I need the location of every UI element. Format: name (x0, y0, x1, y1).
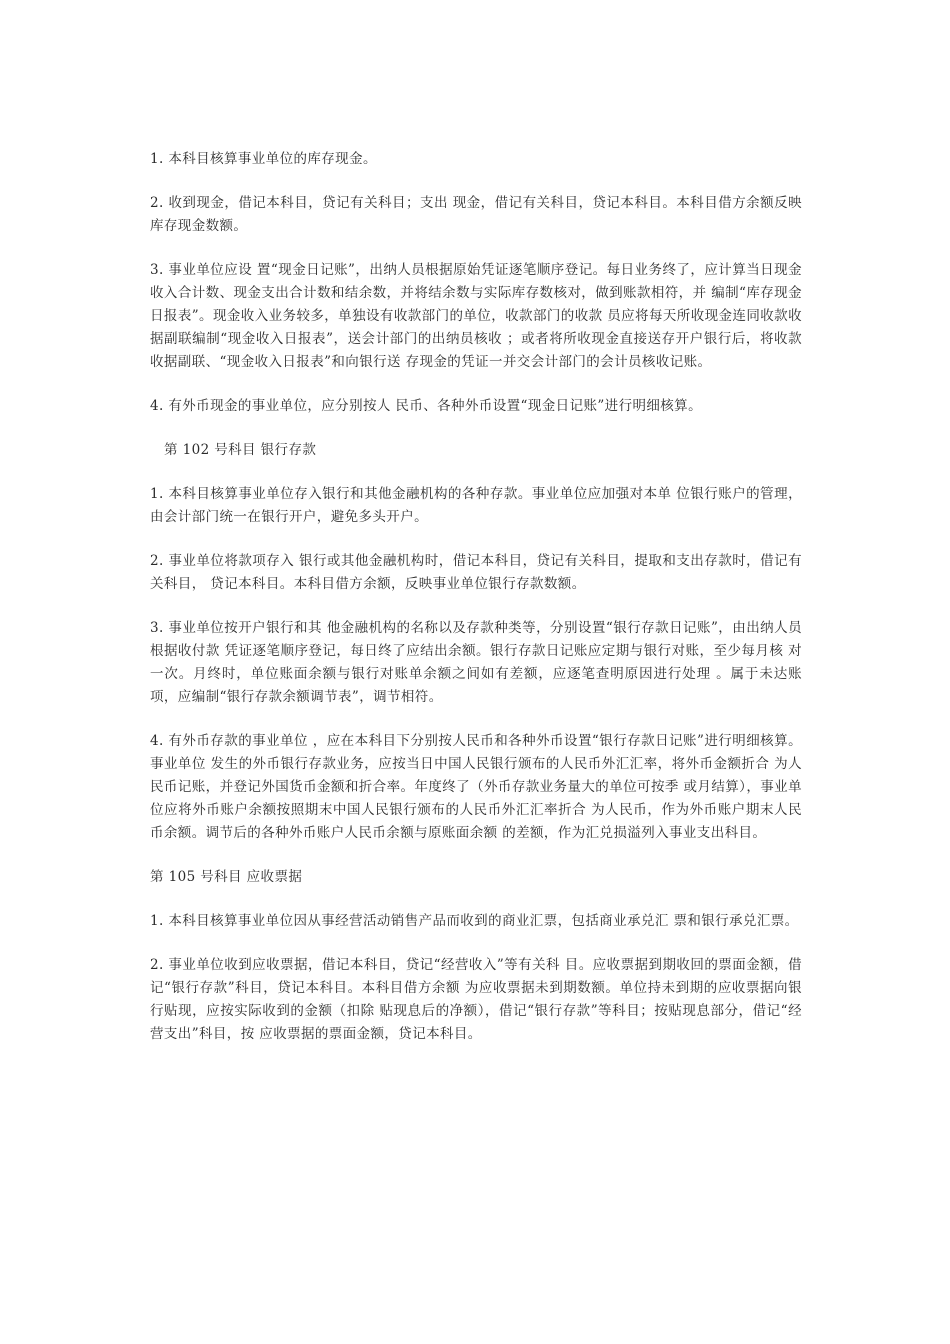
section-heading-102: 第 102 号科目 银行存款 (164, 442, 317, 458)
section-heading-105: 第 105 号科目 应收票据 (150, 869, 303, 885)
paragraph-bank-3: 3. 事业单位按开户银行和其 他金融机构的名称以及存款种类等，分别设置“银行存款日记账”，由出纳人员根据收付款 凭证逐笔顺序登记，每日终了应结出余额。银行存款日记账应定期与银行对账，至少每月核 对一次。月终时，单位账面余额与银行对账单余额之间如有差额，应逐笔查明原因进行处理 。属于未达账项，应编制“银行存款余额调节表”，调节相符。 (150, 620, 802, 705)
paragraph-bank-1: 1. 本科目核算事业单位存入银行和其他金融机构的各种存款。事业单位应加强对本单 位银行账户的管理，由会计部门统一在银行开户，避免多头开户。 (150, 486, 802, 525)
paragraph-cash-1: 1. 本科目核算事业单位的库存现金。 (150, 151, 377, 167)
paragraph-bank-2: 2. 事业单位将款项存入 银行或其他金融机构时，借记本科目，贷记有关科目，提取和支出存款时，借记有关科目， 贷记本科目。本科目借方余额，反映事业单位银行存款数额。 (150, 553, 802, 592)
paragraph-notes-2: 2. 事业单位收到应收票据，借记本科目，贷记“经营收入”等有关科 目。应收票据到期收回的票面金额，借记“银行存款”科目，贷记本科目。本科目借方余额 为应收票据未到期数额。单位持未到期的应收票据向银行贴现，应按实际收到的金额（扣除 贴现息后的净额），借记“银行存款”等科目；按贴现息部分，借记“经营支出”科目，按 应收票据的票面金额，贷记本科目。 (150, 957, 802, 1042)
paragraph-cash-3: 3. 事业单位应设 置“现金日记账”，出纳人员根据原始凭证逐笔顺序登记。每日业务终了，应计算当日现金 收入合计数、现金支出合计数和结余数，并将结余数与实际库存数核对，做到账款相符，并 编制“库存现金日报表”。现金收入业务较多，单独设有收款部门的单位，收款部门的收款 员应将每天所收现金连同收款收据副联编制“现金收入日报表”，送会计部门的出纳员核收 ；或者将所收现金直接送存开户银行后，将收款收据副联、“现金收入日报表”和向银行送 存现金的凭证一并交会计部门的会计员核收记账。 (150, 262, 802, 370)
paragraph-cash-4: 4. 有外币现金的事业单位，应分别按人 民币、各种外币设置“现金日记账”进行明细核算。 (150, 398, 702, 414)
paragraph-cash-2: 2. 收到现金，借记本科目，贷记有关科目；支出 现金，借记有关科目，贷记本科目。本科目借方余额反映库存现金数额。 (150, 195, 802, 234)
document-body (150, 148, 802, 1067)
paragraph-bank-4: 4. 有外币存款的事业单位 ，应在本科目下分别按人民币和各种外币设置“银行存款日记账”进行明细核算。事业单位 发生的外币银行存款业务，应按当日中国人民银行颁布的人民币外汇汇率，将外币金额折合 为人民币记账，并登记外国货币金额和折合率。年度终了（外币存款业务量大的单位可按季 或月结算），事业单位应将外币账户余额按照期末中国人民银行颁布的人民币外汇汇率折合 为人民币，作为外币账户期末人民币余额。调节后的各种外币账户人民币余额与原账面余额 的差额，作为汇兑损溢列入事业支出科目。 (150, 733, 802, 841)
paragraph-notes-1: 1. 本科目核算事业单位因从事经营活动销售产品而收到的商业汇票，包括商业承兑汇 票和银行承兑汇票。 (150, 913, 799, 929)
